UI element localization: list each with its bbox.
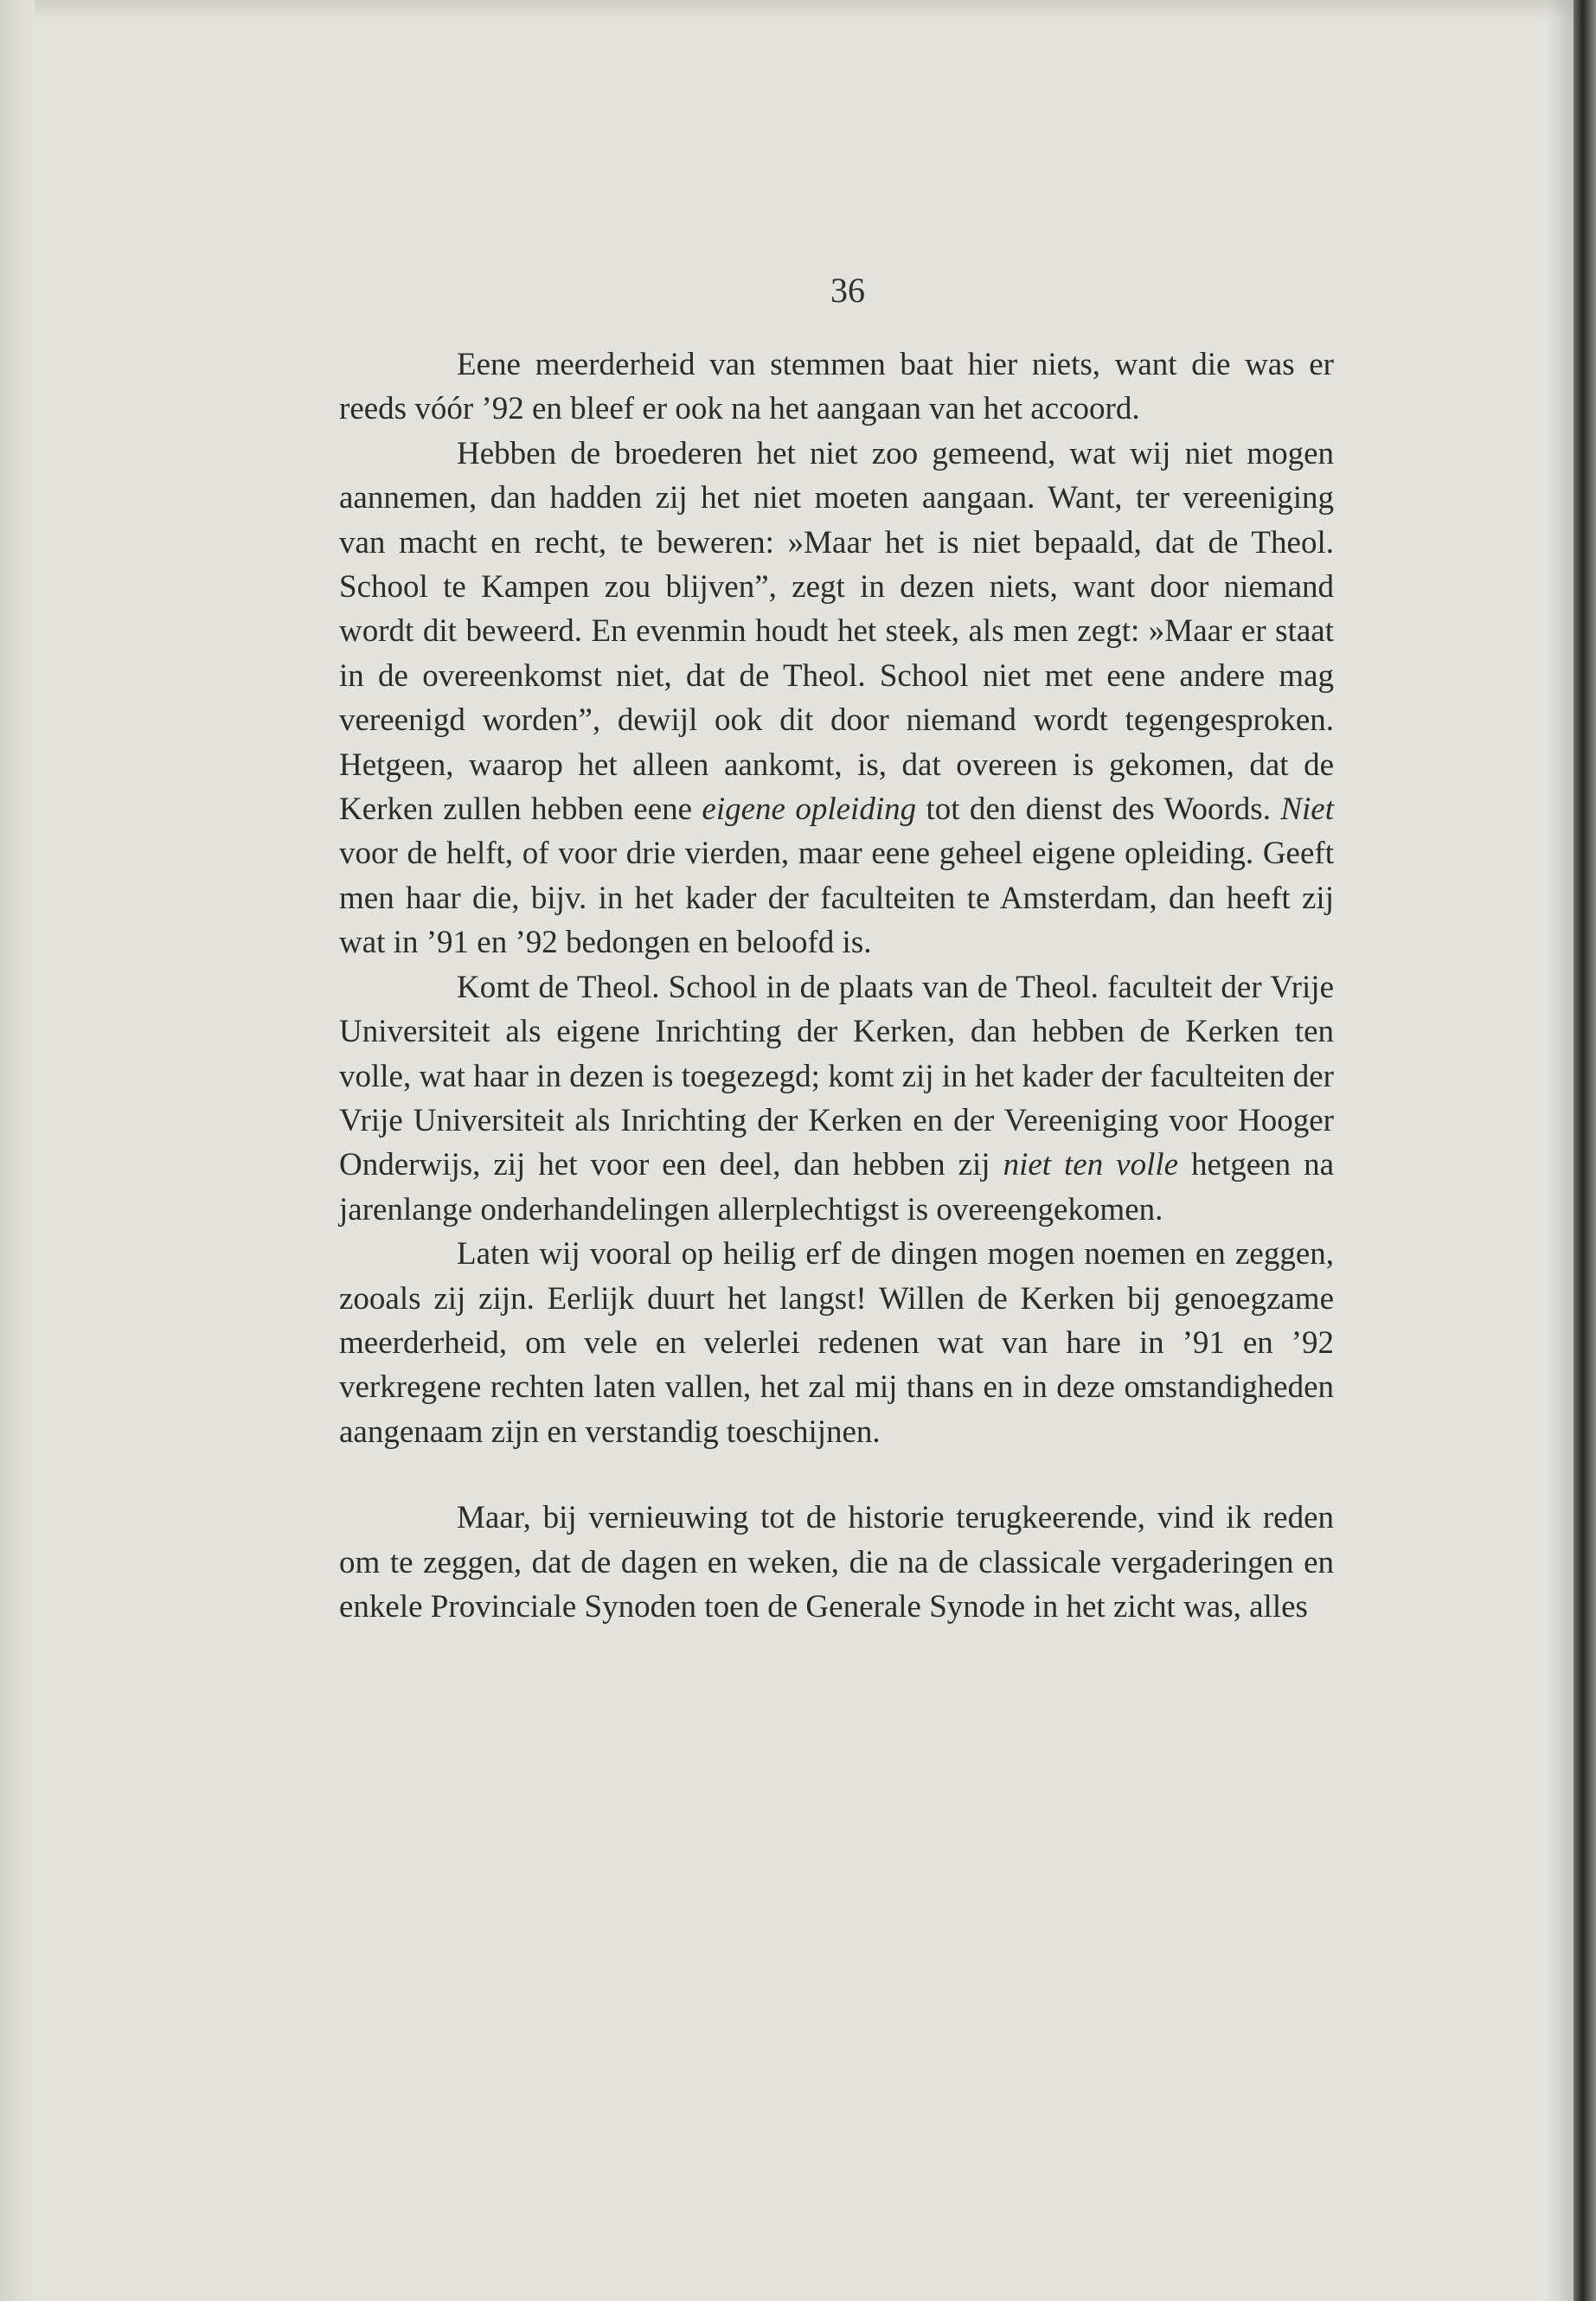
italic-emphasis: Niet — [1280, 792, 1334, 828]
page-gutter-shadow — [1548, 0, 1574, 2301]
body-text — [339, 343, 1334, 1629]
text-run: Eene meerderheid van stemmen baat hier niets, want die was er reeds vóór ’92 en bleef er ook na het aangaan van het accoord. — [339, 347, 1334, 427]
paragraph-3 — [339, 965, 1334, 1232]
page-top-shadow — [0, 0, 1596, 21]
text-run: voor de helft, of voor drie vierden, maar eene geheel eigene opleiding. Geeft men haar die, bijv. in het kader der faculteiten te Amsterdam, dan heeft zij wat in ’91 en ’92 bedongen en beloofd is. — [339, 836, 1334, 961]
paragraph-1 — [339, 343, 1334, 432]
text-run: Komt de Theol. School in de plaats van de Theol. faculteit der Vrije Universiteit als eigene Inrichting der Kerken, dan hebben de Kerken ten volle, wat haar in dezen is toegezegd; komt zij in het kader der faculteiten der Vrije Universiteit als Inrichting der Kerken en der Vereeniging voor Hooger Onderwijs, zij het voor een deel, dan hebben zij — [339, 969, 1334, 1183]
book-spine-edge — [1574, 0, 1596, 2301]
text-run: Hebben de broederen het niet zoo gemeend, wat wij niet mogen aannemen, dan hadden zij het niet moeten aangaan. Want, ter vereeniging van macht en recht, te beweren: »Maar het is niet bepaald, dat de Theol. School te Kampen zou blijven”, zegt in dezen niets, want door niemand wordt dit beweerd. En evenmin houdt het steek, als men zegt: »Maar er staat in de overeenkomst niet, dat de Theol. School niet met eene andere mag vereenigd worden”, dewijl ook dit door niemand wordt tegengesproken. Hetgeen, waarop het alleen aankomt, is, dat overeen is gekomen, dat de Kerken zullen hebben eene — [339, 435, 1334, 828]
text-run: Maar, bij vernieuwing tot de historie terugkeerende, vind ik reden om te zeggen, dat de dagen en weken, die na de classicale vergaderingen en enkele Provinciale Synoden toen de Generale Synode in het zicht was, alles — [339, 1500, 1334, 1625]
italic-emphasis: eigene opleiding — [702, 792, 917, 828]
text-run: tot den dienst des Woords. — [916, 792, 1281, 828]
page-number: 36 — [830, 271, 865, 310]
text-run: hetgeen na jarenlange onderhandelingen allerplechtigst is overeengekomen. — [339, 1147, 1334, 1227]
text-run: Laten wij vooral op heilig erf de dingen mogen noemen en zeggen, zooals zij zijn. Eerlijk duurt het langst! Willen de Kerken bij genoegzame meerderheid, om vele en velerlei redenen wat van hare in ’91 en ’92 verkregene rechten laten vallen, het zal mij thans en in deze omstandigheden aangenaam zijn en verstandig toeschijnen. — [339, 1236, 1334, 1450]
paragraph-2 — [339, 432, 1334, 965]
paragraph-4 — [339, 1232, 1334, 1454]
paragraph-5 — [339, 1496, 1334, 1629]
page-left-edge — [0, 0, 35, 2301]
italic-emphasis: niet ten volle — [1003, 1147, 1179, 1183]
